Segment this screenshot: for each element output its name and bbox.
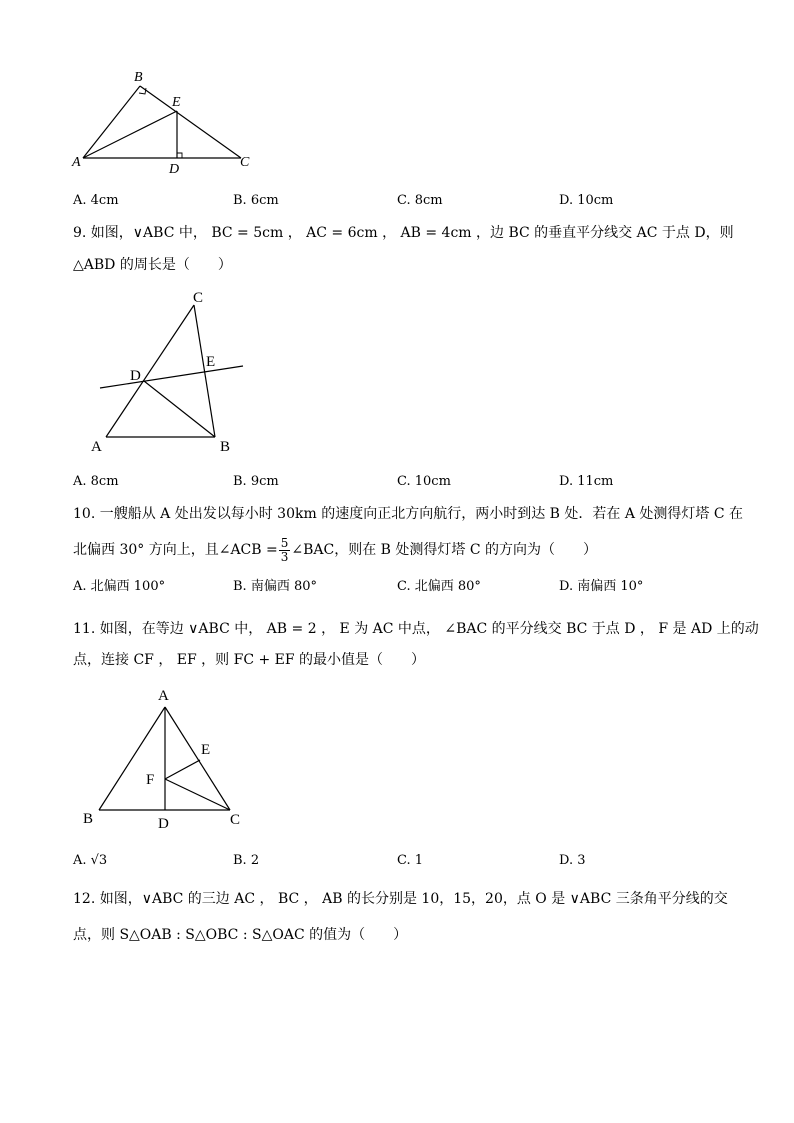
q11-segment-ab bbox=[99, 707, 165, 810]
q9-option-c[interactable]: C. 10cm bbox=[397, 474, 451, 489]
q10-option-b[interactable]: B. 南偏西 80° bbox=[233, 579, 317, 594]
q9-segment-db bbox=[144, 381, 215, 437]
q10-stem-line1: 10. 一艘船从 A 处出发以每小时 30km 的速度向正北方向航行，两小时到达 B 处．若在 A 处测得灯塔 C 在 bbox=[73, 506, 744, 522]
q8-segment-ab bbox=[83, 86, 140, 158]
q9-segment-ac bbox=[106, 305, 194, 437]
q8-option-b[interactable]: B. 6cm bbox=[233, 193, 279, 208]
q10-stem-line2 bbox=[73, 534, 597, 566]
q8-label-c: C bbox=[240, 155, 250, 170]
q11-label-a: A bbox=[158, 688, 169, 704]
q9-label-e: E bbox=[206, 354, 216, 370]
q11-stem-line1: 11. 如图，在等边 ∨ABC 中， AB = 2 ， E 为 AC 中点， ∠BAC 的平分线交 BC 于点 D ， F 是 AD 上的动 bbox=[73, 621, 759, 637]
q11-option-a[interactable]: A. √3 bbox=[73, 853, 108, 868]
q8-segment-ae bbox=[83, 111, 177, 158]
q10-stem-line2-post: ∠BAC，则在 B 处测得灯塔 C 的方向为（ ） bbox=[291, 542, 598, 558]
q10-option-a[interactable]: A. 北偏西 100° bbox=[73, 579, 166, 594]
q8-label-e: E bbox=[172, 95, 181, 110]
q8-label-a: A bbox=[72, 155, 81, 170]
q9-stem-line2: △ABD 的周长是（ ） bbox=[73, 257, 232, 273]
q10-option-c[interactable]: C. 北偏西 80° bbox=[397, 579, 481, 594]
q8-option-a[interactable]: A. 4cm bbox=[73, 193, 119, 208]
q10-option-d[interactable]: D. 南偏西 10° bbox=[559, 579, 644, 594]
q10-fraction-denominator: 3 bbox=[280, 549, 289, 564]
q9-label-a: A bbox=[91, 439, 102, 455]
q11-label-f: F bbox=[146, 772, 155, 788]
q9-perpendicular-bisector bbox=[100, 366, 243, 388]
q9-option-a[interactable]: A. 8cm bbox=[73, 474, 119, 489]
q9-label-b: B bbox=[220, 439, 231, 455]
q9-option-b[interactable]: B. 9cm bbox=[233, 474, 279, 489]
q11-label-c: C bbox=[230, 812, 241, 828]
q8-option-d[interactable]: D. 10cm bbox=[559, 193, 614, 208]
q8-option-c[interactable]: C. 8cm bbox=[397, 193, 443, 208]
q9-figure bbox=[85, 283, 255, 458]
q11-segment-fe bbox=[165, 760, 200, 779]
q11-option-c[interactable]: C. 1 bbox=[397, 853, 424, 868]
q11-option-b[interactable]: B. 2 bbox=[233, 853, 260, 868]
q12-stem-line2: 点，则 S△OAB : S△OBC : S△OAC 的值为（ ） bbox=[73, 927, 408, 943]
q8-figure bbox=[68, 66, 268, 178]
q9-option-d[interactable]: D. 11cm bbox=[559, 474, 614, 489]
q10-fraction-numerator: 5 bbox=[280, 535, 289, 550]
q11-label-e: E bbox=[201, 742, 211, 758]
q9-label-d: D bbox=[130, 368, 141, 384]
q8-label-d: D bbox=[169, 162, 180, 177]
q10-stem-line2-pre: 北偏西 30° 方向上，且∠ACB = bbox=[73, 542, 278, 558]
q10-fraction bbox=[279, 537, 291, 564]
q11-label-d: D bbox=[158, 816, 169, 832]
q8-right-angle-d bbox=[177, 153, 182, 158]
q9-stem-line1: 9. 如图，∨ABC 中， BC = 5cm ， AC = 6cm ， AB = 4cm ，边 BC 的垂直平分线交 AC 于点 D，则 bbox=[73, 225, 734, 241]
q11-figure bbox=[78, 683, 253, 833]
q8-label-b: B bbox=[134, 70, 143, 85]
q11-option-d[interactable]: D. 3 bbox=[559, 853, 586, 868]
q9-label-c: C bbox=[193, 290, 204, 306]
q11-label-b: B bbox=[83, 811, 94, 827]
q11-stem-line2: 点，连接 CF ， EF ，则 FC + EF 的最小值是（ ） bbox=[73, 652, 426, 668]
q12-stem-line1: 12. 如图，∨ABC 的三边 AC ， BC ， AB 的长分别是 10，15，20，点 O 是 ∨ABC 三条角平分线的交 bbox=[73, 891, 728, 907]
